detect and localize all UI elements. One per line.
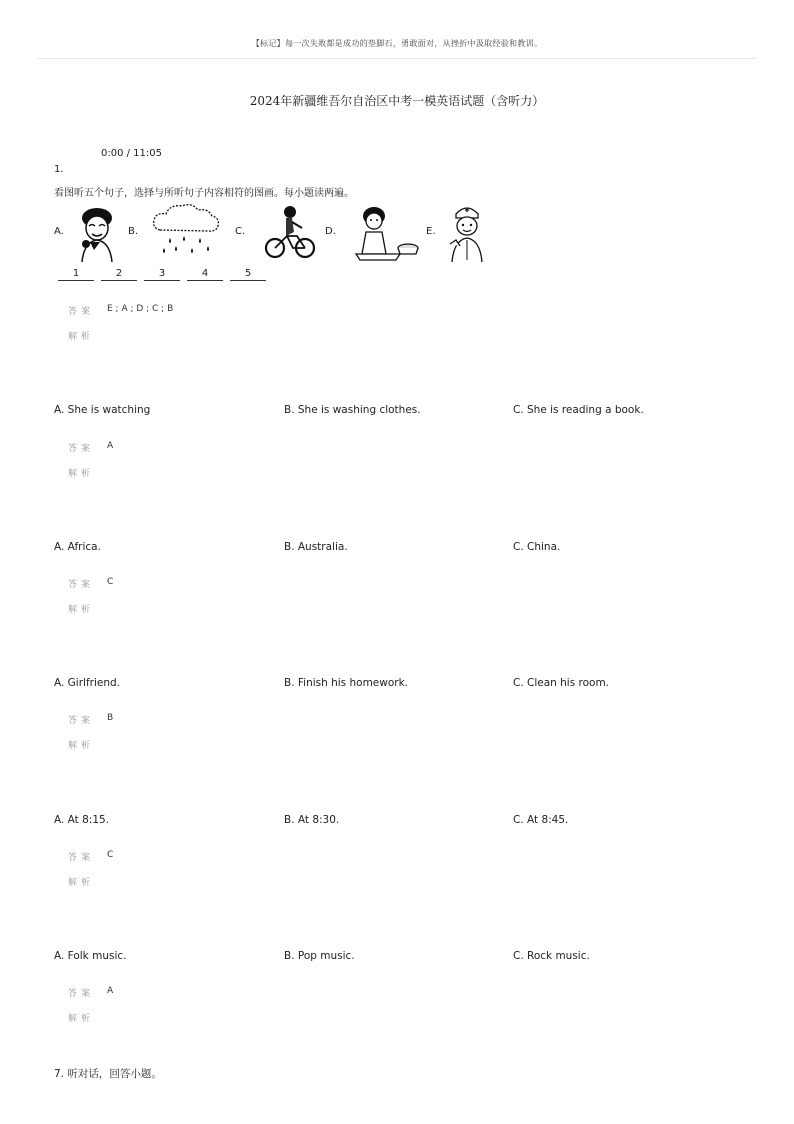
option-b[interactable]: B. Australia. [284,541,348,553]
crying-boy-icon [72,204,122,262]
option-a[interactable]: A. Girlfriend. [54,677,121,689]
option-c[interactable]: C. Rock music. [513,950,590,962]
option-c[interactable]: C. Clean his room. [513,677,610,689]
answer-value: E ; A ; D ; C ; B [107,304,174,314]
answer-blank-4[interactable]: 4 [187,268,223,281]
option-c[interactable]: C. She is reading a book. [513,404,644,416]
answer-blank-2[interactable]: 2 [101,268,137,281]
analysis-label: 解析 [68,332,95,342]
option-b[interactable]: B. At 8:30. [284,814,340,826]
header-divider [38,58,756,59]
rain-cloud-icon [150,204,226,260]
option-a[interactable]: A. She is watching [54,404,151,416]
option-c[interactable]: C. China. [513,541,561,553]
option-b[interactable]: B. Finish his homework. [284,677,409,689]
audio-player-time[interactable]: 0:00 / 11:05 [101,148,163,159]
doctor-icon [446,204,488,262]
option-b[interactable]: B. She is washing clothes. [284,404,421,416]
analysis-label: 解析 [68,878,95,888]
page-title: 2024年新疆维吾尔自治区中考一模英语试题（含听力） [249,94,545,108]
question-number: 1. [54,164,64,175]
header-note: 【标记】每一次失败都是成功的垫脚石，勇敢面对，从挫折中汲取经验和教训。 [251,39,543,48]
answer-label: 答案 [68,853,95,863]
answer-label: 答案 [68,580,95,590]
answer-blank-5[interactable]: 5 [230,268,266,281]
option-a[interactable]: A. Africa. [54,541,101,553]
answer-label: 答案 [68,307,95,317]
answer-value: A [107,441,114,451]
picture-label-a: A. [54,226,64,237]
picture-label-b: B. [128,226,139,237]
answer-label: 答案 [68,716,95,726]
picture-label-e: E. [426,226,436,237]
analysis-label: 解析 [68,469,95,479]
answer-value: A [107,986,114,996]
answer-blank-3[interactable]: 3 [144,268,180,281]
analysis-label: 解析 [68,741,95,751]
option-a[interactable]: A. Folk music. [54,950,127,962]
option-c[interactable]: C. At 8:45. [513,814,569,826]
option-a[interactable]: A. At 8:15. [54,814,110,826]
analysis-label: 解析 [68,605,95,615]
cyclist-icon [264,204,316,260]
answer-value: C [107,577,114,587]
answer-value: B [107,713,114,723]
question-7-heading: 7. 听对话，回答小题。 [54,1068,162,1080]
picture-label-d: D. [325,226,336,237]
answer-blank-1[interactable]: 1 [58,268,94,281]
girl-washing-clothes-icon [352,204,420,262]
answer-label: 答案 [68,989,95,999]
answer-value: C [107,850,114,860]
question-instruction: 看图听五个句子，选择与所听句子内容相符的图画。每小题读两遍。 [54,188,354,199]
answer-label: 答案 [68,444,95,454]
analysis-label: 解析 [68,1014,95,1024]
option-b[interactable]: B. Pop music. [284,950,355,962]
picture-label-c: C. [235,226,246,237]
